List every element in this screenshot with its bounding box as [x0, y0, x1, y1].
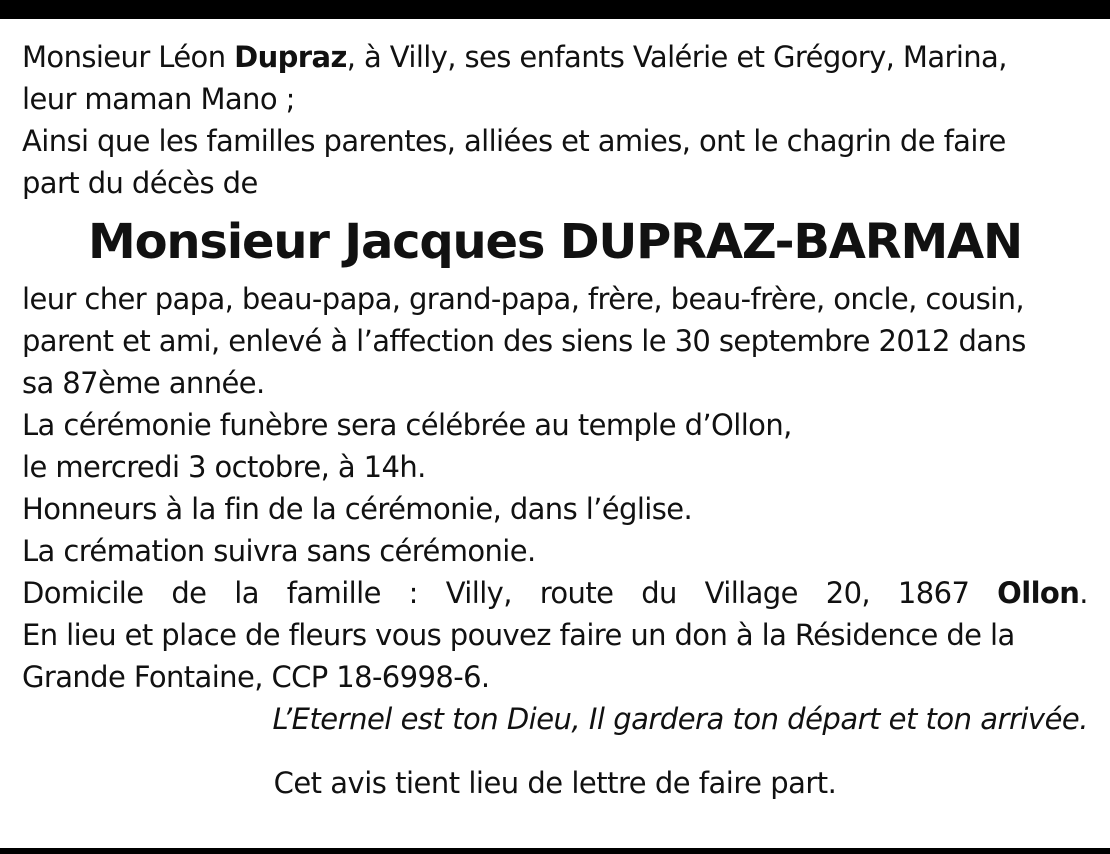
- death-notice: [22, 36, 1088, 804]
- domicile-word: 20,: [825, 576, 871, 610]
- intro-text: , à Villy, ses enfants Valérie et Grégory, Marina,: [346, 40, 1007, 74]
- place-bold: Ollon: [997, 576, 1080, 610]
- bible-verse: L’Eternel est ton Dieu, Il gardera ton départ et ton arrivée.: [272, 702, 1088, 736]
- domicile-word: Villy,: [445, 576, 512, 610]
- ceremony-line-1: La cérémonie funèbre sera célébrée au temple d’Ollon,: [22, 408, 792, 442]
- domicile-word: route: [539, 576, 614, 610]
- domicile-word: Village: [704, 576, 798, 610]
- domicile-word: Domicile: [22, 576, 144, 610]
- top-border: [0, 0, 1110, 19]
- intro-text: Monsieur Léon: [22, 40, 235, 74]
- intro-line-1: [22, 36, 1088, 78]
- domicile-word: 1867: [897, 576, 970, 610]
- bottom-border: [0, 848, 1110, 854]
- intro-line-4: part du décès de: [22, 166, 258, 200]
- deceased-name: Monsieur Jacques DUPRAZ-BARMAN: [88, 214, 1022, 270]
- domicile-suffix: .: [1079, 576, 1088, 610]
- domicile-word: du: [641, 576, 677, 610]
- family-name-bold: Dupraz: [234, 40, 347, 74]
- domicile-place: [997, 572, 1088, 614]
- ceremony-line-3: Honneurs à la fin de la cérémonie, dans l’église.: [22, 492, 693, 526]
- donation-line-1: En lieu et place de fleurs vous pouvez faire un don à la Résidence de la: [22, 618, 1015, 652]
- ceremony-line-4: La crémation suivra sans cérémonie.: [22, 534, 536, 568]
- domicile-word: de: [171, 576, 207, 610]
- footer-note: Cet avis tient lieu de lettre de faire part.: [273, 766, 837, 800]
- donation-line-2: Grande Fontaine, CCP 18-6998-6.: [22, 660, 490, 694]
- domicile-line: [22, 572, 1088, 614]
- domicile-word: la: [234, 576, 259, 610]
- domicile-word: :: [408, 576, 418, 610]
- intro-line-2: leur maman Mano ;: [22, 82, 295, 116]
- intro-line-3: Ainsi que les familles parentes, alliées et amies, ont le chagrin de faire: [22, 124, 1006, 158]
- domicile-word: famille: [286, 576, 381, 610]
- details-line-2: parent et ami, enlevé à l’affection des siens le 30 septembre 2012 dans: [22, 324, 1026, 358]
- details-line-1: leur cher papa, beau-papa, grand-papa, frère, beau-frère, oncle, cousin,: [22, 282, 1025, 316]
- details-line-3: sa 87ème année.: [22, 366, 265, 400]
- ceremony-line-2: le mercredi 3 octobre, à 14h.: [22, 450, 426, 484]
